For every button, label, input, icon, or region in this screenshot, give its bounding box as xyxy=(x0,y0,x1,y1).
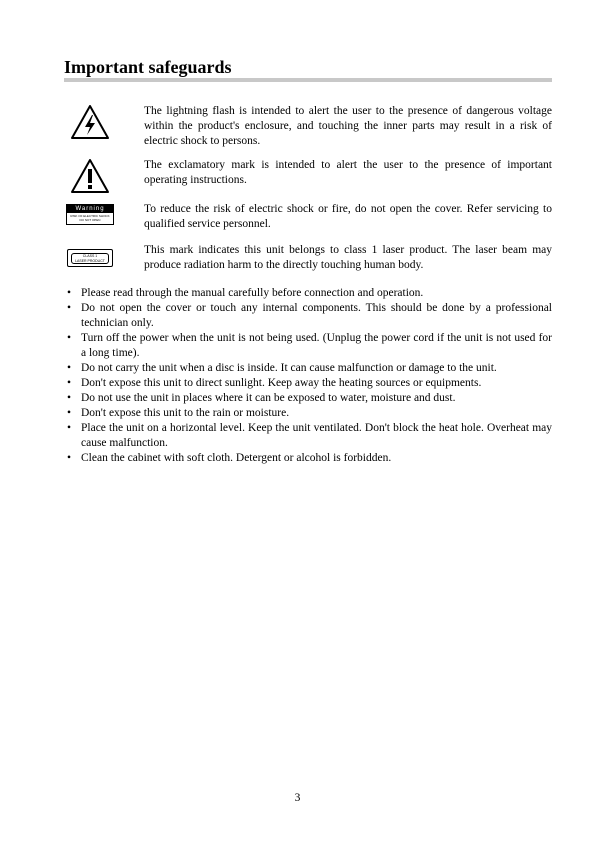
list-item xyxy=(64,361,552,376)
symbol-text-lightning: The lightning flash is intended to alert the user to the presence of dangerous voltage within the product's enclosure, and touching the inner parts may result in a risk of electric shock to persons. xyxy=(144,105,552,147)
list-item xyxy=(64,331,552,361)
bullet-icon: • xyxy=(66,392,72,404)
bullet-icon: • xyxy=(66,407,72,419)
list-item-text: Don't expose this unit to the rain or moisture. xyxy=(81,407,290,419)
list-item-text: Do not carry the unit when a disc is inside. It can cause malfunction or damage to the unit. xyxy=(81,362,497,374)
list-item-text: Please read through the manual carefully before connection and operation. xyxy=(81,287,424,299)
title-underline xyxy=(64,78,552,82)
laser-label-line2: LASER PRODUCT xyxy=(75,258,105,263)
laser-label-line1: CLASS 1 xyxy=(82,254,98,258)
list-item-text: Do not open the cover or touch any internal components. This should be done by a professional technician only. xyxy=(81,302,552,329)
list-item xyxy=(64,406,552,421)
warning-label-title: Warning xyxy=(67,205,113,213)
bullet-icon: • xyxy=(66,287,72,299)
symbol-text-exclamation: The exclamatory mark is intended to alert the user to the presence of important operating instructions. xyxy=(144,159,552,186)
symbol-text-warning-label: To reduce the risk of electric shock or fire, do not open the cover. Refer servicing to qualified service personnel. xyxy=(144,203,552,230)
list-item xyxy=(64,301,552,331)
page-number: 3 xyxy=(294,792,301,804)
bullet-icon: • xyxy=(66,452,72,464)
list-item-text: Turn off the power when the unit is not being used. (Unplug the power cord if the unit is not used for a long time). xyxy=(81,332,552,359)
exclamation-warning-icon xyxy=(64,158,116,194)
lightning-warning-icon xyxy=(64,104,116,140)
list-item xyxy=(64,376,552,391)
warning-label-body: RISK OF ELECTRIC SHOCK DO NOT OPEN xyxy=(70,214,110,222)
safety-bullet-list xyxy=(64,286,552,466)
bullet-icon: • xyxy=(66,302,72,314)
list-item-text: Clean the cabinet with soft cloth. Detergent or alcohol is forbidden. xyxy=(81,452,392,464)
list-item-text: Place the unit on a horizontal level. Keep the unit ventilated. Don't block the heat hole. Overheat may cause malfunction. xyxy=(81,422,552,449)
page-title: Important safeguards xyxy=(64,57,232,77)
laser-class-label-icon xyxy=(64,249,116,267)
list-item xyxy=(64,451,552,466)
warning-label-icon xyxy=(64,204,116,225)
list-item xyxy=(64,391,552,406)
bullet-icon: • xyxy=(66,332,72,344)
bullet-icon: • xyxy=(66,422,72,434)
symbol-text-laser: This mark indicates this unit belongs to class 1 laser product. The laser beam may produce radiation harm to the directly touching human body. xyxy=(144,244,552,271)
list-item-text: Do not use the unit in places where it can be exposed to water, moisture and dust. xyxy=(81,392,456,404)
list-item xyxy=(64,421,552,451)
list-item xyxy=(64,286,552,301)
bullet-icon: • xyxy=(66,362,72,374)
list-item-text: Don't expose this unit to direct sunlight. Keep away the heating sources or equipments. xyxy=(81,377,482,389)
bullet-icon: • xyxy=(66,377,72,389)
